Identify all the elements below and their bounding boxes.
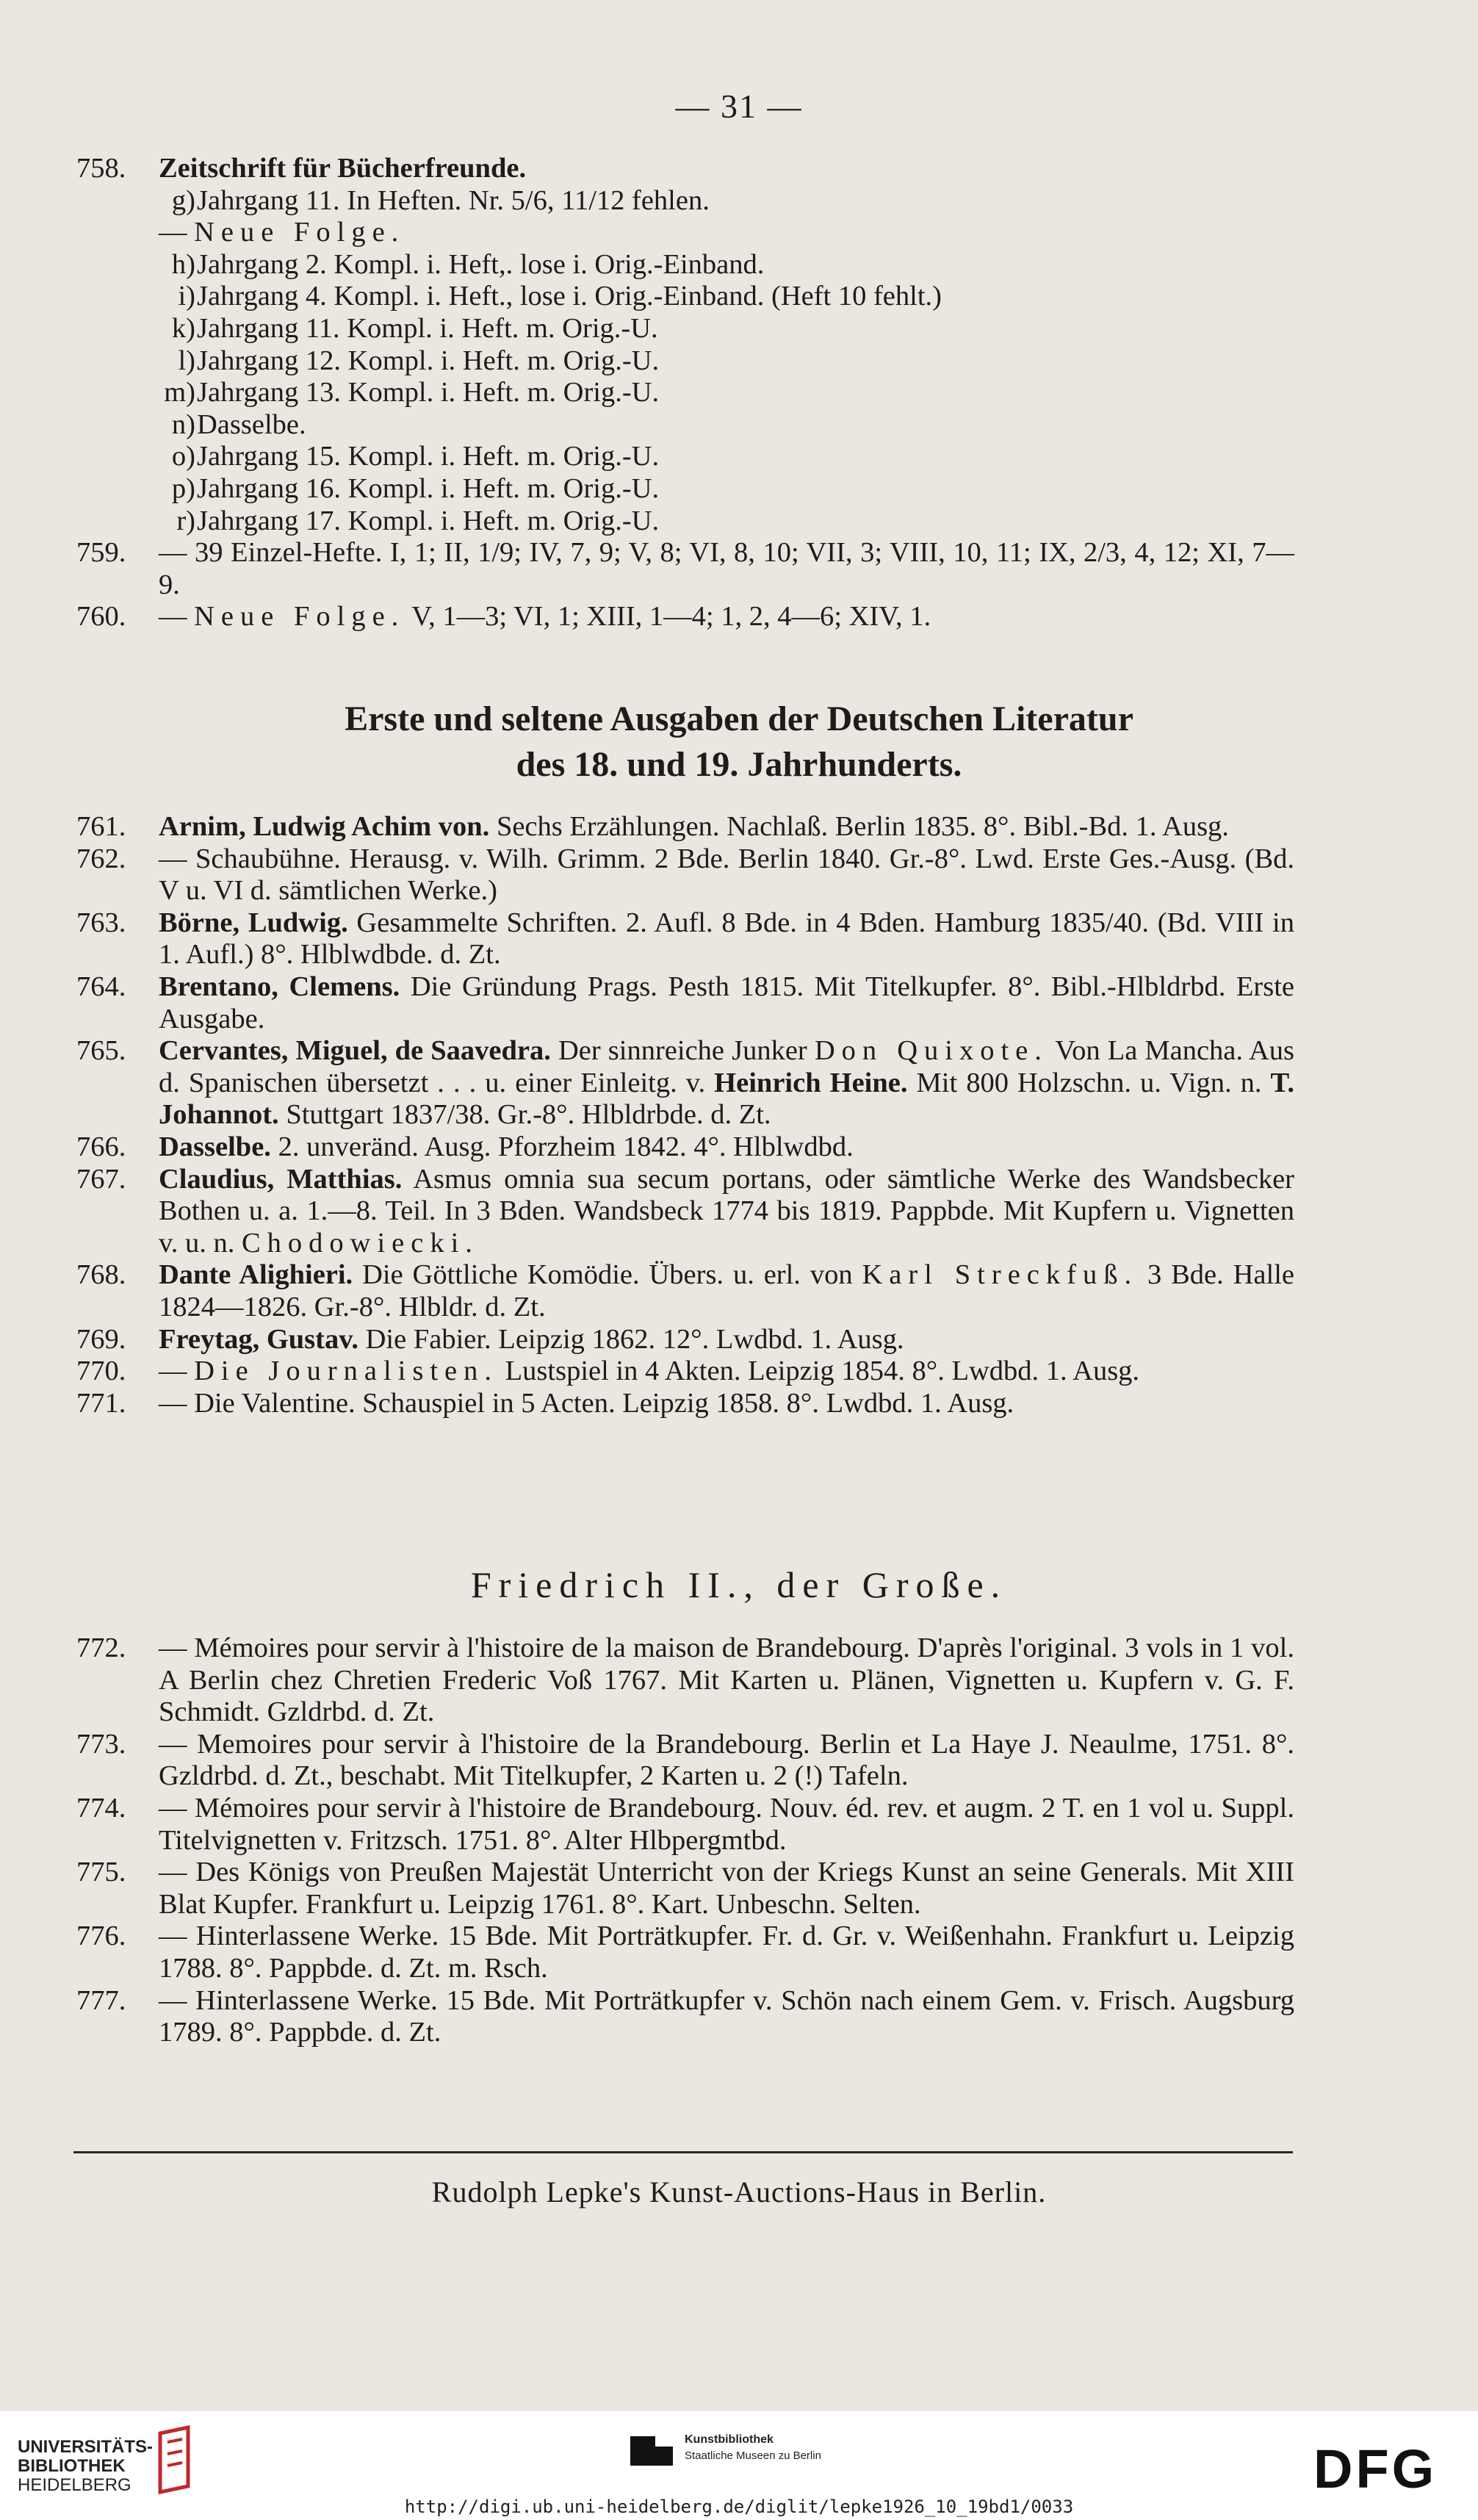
subitem-h: h) Jahrgang 2. Kompl. i. Heft,. lose i. Orig.-Einband. xyxy=(171,248,765,280)
subitem-m: m) Jahrgang 13. Kompl. i. Heft. m. Orig.-U. xyxy=(164,377,660,408)
entries-section-3 xyxy=(0,1632,1478,2049)
subitem-p: p) Jahrgang 16. Kompl. i. Heft. m. Orig.-U. xyxy=(171,472,660,504)
catalog-entry-769: 769. Freytag, Gustav. Die Fabier. Leipzig 1862. 12°. Lwdbd. 1. Ausg. xyxy=(76,1323,904,1355)
entry-number: 758. xyxy=(76,153,126,184)
subitem-g: g) Jahrgang 11. In Heften. Nr. 5/6, 11/12 fehlen. xyxy=(171,184,710,216)
catalog-entry-759: 759. — 39 Einzel-Hefte. I, 1; II, 1/9; IV, 7, 9; V, 8; VI, 8, 10; VII, 3; VIII, 10, 11; IX, 2/3, 4, 12; XI, 7—9. xyxy=(76,537,1294,600)
entries-section-2 xyxy=(0,811,1478,1419)
catalog-entry-758 xyxy=(0,153,1478,185)
subitem-i: i) Jahrgang 4. Kompl. i. Heft., lose i. Orig.-Einband. (Heft 10 fehlt.) xyxy=(178,281,942,312)
catalog-entry-761: 761. Arnim, Ludwig Achim von. Sechs Erzählungen. Nachlaß. Berlin 1835. 8°. Bibl.-Bd. 1. Ausg. xyxy=(76,811,1229,842)
page-number: — 31 — xyxy=(675,87,803,125)
catalog-entry-764: 764. Brentano, Clemens. Die Gründung Prags. Pesth 1815. Mit Titelkupfer. 8°. Bibl.-Hlbldrbd. Erste Ausgabe. xyxy=(76,971,1295,1034)
catalog-entry-765: 765. Cervantes, Miguel, de Saavedra. Der sinnreiche Junker Don Quixote. Von La Mancha. Aus d. Spanischen übersetzt . . . u. einer Einleitg. v. Heinrich Heine. Mit 800 Holzschn. u. Vign. n. T. Johannot. Stuttgart 1837/38. Gr.-8°. Hlbldrbde. d. Zt. xyxy=(76,1035,1294,1131)
footer-divider xyxy=(73,2151,1293,2153)
catalog-entry-775: 775. — Des Königs von Preußen Majestät Unterricht von der Kriegs Kunst an seine Generals. Mit XIII Blat Kupfer. Frankfurt u. Leipzig 1761. 8°. Kart. Unbeschn. Selten. xyxy=(76,1857,1294,1920)
catalog-entry-774: 774. — Mémoires pour servir à l'histoire de Brandebourg. Nouv. éd. rev. et augm. 2 T. en 1 vol u. Suppl. Titelvignetten v. Fritzsch. 1751. 8°. Alter Hlbpergmtbd. xyxy=(76,1792,1294,1856)
permalink-url[interactable]: http://digi.ub.uni-heidelberg.de/diglit/lepke1926_10_19bd1/0033 xyxy=(404,2496,1074,2517)
kunstbibliothek-icon xyxy=(630,2432,676,2470)
subitem-n: n) Dasselbe. xyxy=(171,408,306,440)
catalog-entry-763: 763. Börne, Ludwig. Gesammelte Schriften. 2. Aufl. 8 Bde. in 4 Bden. Hamburg 1835/40. (Bd. VIII in 1. Aufl.) 8°. Hlblwdbde. d. Zt. xyxy=(76,907,1294,971)
entries-section-1 xyxy=(0,153,1478,633)
subitem-k: k) Jahrgang 11. Kompl. i. Heft. m. Orig.-U. xyxy=(171,312,658,344)
entry-title: Zeitschrift für Bücherfreunde. xyxy=(159,153,527,184)
catalog-entry-771: 771. — Die Valentine. Schauspiel in 5 Acten. Leipzig 1858. 8°. Lwdbd. 1. Ausg. xyxy=(76,1387,1014,1419)
section-heading-friedrich: Friedrich II., der Große. xyxy=(470,1564,1008,1605)
section-heading-literature: Erste und seltene Ausgaben der Deutschen Literatur des 18. und 19. Jahrhunderts. xyxy=(345,699,1133,784)
catalog-entry-773: 773. — Memoires pour servir à l'histoire de la Brandebourg. Berlin et La Haye J. Neaulme, 1751. 8°. Gzldrbd. d. Zt., beschabt. Mit Titelkupfer, 2 Karten u. 2 (!) Tafeln. xyxy=(76,1728,1294,1792)
catalog-entry-777: 777. — Hinterlassene Werke. 15 Bde. Mit Porträtkupfer v. Schön nach einem Gem. v. Frisch. Augsburg 1789. 8°. Pappbde. d. Zt. xyxy=(76,1984,1294,2048)
ub-book-icon xyxy=(150,2424,201,2498)
kunstbibliothek-logo[interactable]: Kunstbibliothek Staatliche Museen zu Berlin xyxy=(685,2433,821,2462)
publisher-footer: Rudolph Lepke's Kunst-Auctions-Haus in Berlin. xyxy=(431,2175,1047,2208)
ub-heidelberg-logo[interactable]: UNIVERSITÄTS- BIBLIOTHEK HEIDELBERG xyxy=(18,2437,154,2495)
catalog-entry-768: 768. Dante Alighieri. Die Göttliche Komödie. Übers. u. erl. von Karl Streckfuß. 3 Bde. Halle 1824—1826. Gr.-8°. Hlbldr. d. Zt. xyxy=(76,1259,1294,1322)
subitem-r: r) Jahrgang 17. Kompl. i. Heft. m. Orig.-U. xyxy=(176,505,660,536)
catalog-entry-776: 776. — Hinterlassene Werke. 15 Bde. Mit Porträtkupfer. Fr. d. Gr. v. Weißenhahn. Frankfurt u. Leipzig 1788. 8°. Pappbde. d. Zt. m. Rsch. xyxy=(76,1920,1294,1984)
dfg-logo[interactable]: DFG xyxy=(1313,2438,1438,2499)
catalog-entry-762: 762. — Schaubühne. Herausg. v. Wilh. Grimm. 2 Bde. Berlin 1840. Gr.-8°. Lwd. Erste Ges.-Ausg. (Bd. V u. VI d. sämtlichen Werke.) xyxy=(76,843,1294,907)
subitem-neue-folge: — Neue Folge. xyxy=(159,217,405,248)
subitem-l: l) Jahrgang 12. Kompl. i. Heft. m. Orig.-U. xyxy=(178,345,660,376)
catalog-entry-760: 760. — Neue Folge. V, 1—3; VI, 1; XIII, 1—4; 1, 2, 4—6; XIV, 1. xyxy=(76,601,931,633)
catalog-entry-770: 770. — Die Journalisten. Lustspiel in 4 Akten. Leipzig 1854. 8°. Lwdbd. 1. Ausg. xyxy=(76,1356,1140,1387)
catalog-entry-772: 772. — Mémoires pour servir à l'histoire de la maison de Brandebourg. D'après l'original. 3 vols in 1 vol. A Berlin chez Chretien Frederic Voß 1767. Mit Karten u. Plänen, Vignetten u. Kupfern v. G. F. Schmidt. Gzldrbd. d. Zt. xyxy=(76,1632,1294,1728)
catalog-entry-766: 766. Dasselbe. 2. unveränd. Ausg. Pforzheim 1842. 4°. Hlblwdbd. xyxy=(76,1131,854,1162)
subitem-o: o) Jahrgang 15. Kompl. i. Heft. m. Orig.-U. xyxy=(171,441,660,472)
catalog-entry-767: 767. Claudius, Matthias. Asmus omnia sua secum portans, oder sämtliche Werke des Wandsbecker Bothen u. a. 1.—8. Teil. In 3 Bden. Wandsbeck 1774 bis 1819. Pappbde. Mit Kupfern u. Vignetten v. u. n. Chodowiecki. xyxy=(76,1163,1294,1259)
